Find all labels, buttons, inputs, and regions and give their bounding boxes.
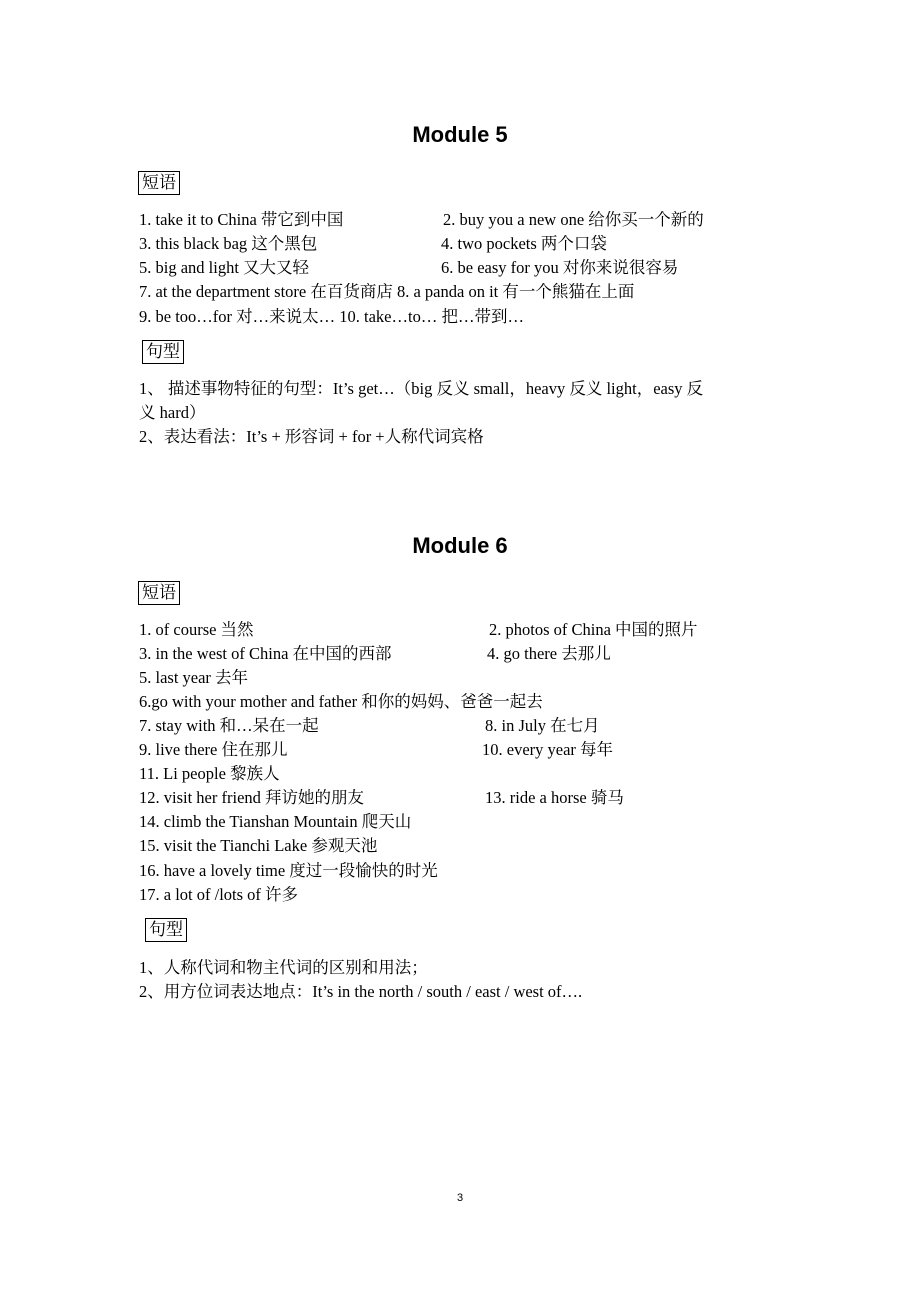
- module6-phrase-8: 8. in July 在七月: [485, 716, 600, 735]
- module6-phrase-4: 4. go there 去那儿: [487, 644, 611, 663]
- module6-phrase-15: 15. visit the Tianchi Lake 参观天池: [139, 836, 378, 855]
- module5-phrases-label: 短语: [138, 171, 180, 195]
- module6-sentences-label: 句型: [145, 918, 187, 942]
- module6-phrase-17: 17. a lot of /lots of 许多: [139, 885, 299, 904]
- module6-phrase-2: 2. photos of China 中国的照片: [489, 620, 698, 639]
- page-number: 3: [456, 1192, 464, 1204]
- module6-title: Module 6: [412, 533, 508, 558]
- module6-phrases-label: 短语: [138, 581, 180, 605]
- module5-sentence-1: 1、 描述事物特征的句型：It’s get…（big 反义 small，heavy 反义 light，easy 反: [139, 379, 704, 398]
- module5-title: Module 5: [412, 122, 508, 147]
- module6-phrase-9: 9. live there 住在那儿: [139, 740, 288, 759]
- module6-phrase-11: 11. Li people 黎族人: [139, 764, 280, 783]
- module6-phrase-10: 10. every year 每年: [482, 740, 614, 759]
- module6-sentence-2: 2、用方位词表达地点：It’s in the north / south / east / west of….: [139, 982, 583, 1001]
- module6-phrase-5: 5. last year 去年: [139, 668, 249, 687]
- module6-phrase-14: 14. climb the Tianshan Mountain 爬天山: [139, 812, 412, 831]
- module6-phrase-3: 3. in the west of China 在中国的西部: [139, 644, 392, 663]
- module6-phrase-6: 6.go with your mother and father 和你的妈妈、爸爸一起去: [139, 692, 543, 711]
- module6-sentence-1: 1、人称代词和物主代词的区别和用法；: [139, 958, 428, 977]
- module5-phrase-3: 3. this black bag 这个黑包: [139, 234, 318, 253]
- module5-phrase-9-10: 9. be too…for 对…来说太… 10. take…to… 把…带到…: [139, 307, 524, 326]
- module6-phrase-7: 7. stay with 和…呆在一起: [139, 716, 319, 735]
- module5-phrase-7-8: 7. at the department store 在百货商店 8. a panda on it 有一个熊猫在上面: [139, 282, 635, 301]
- module6-phrase-16: 16. have a lovely time 度过一段愉快的时光: [139, 861, 438, 880]
- module5-phrase-1: 1. take it to China 带它到中国: [139, 210, 344, 229]
- module5-sentence-2: 2、表达看法：It’s + 形容词 + for +人称代词宾格: [139, 427, 484, 446]
- module5-sentence-1-cont: 义 hard）: [139, 403, 206, 422]
- module6-phrase-12: 12. visit her friend 拜访她的朋友: [139, 788, 365, 807]
- module6-phrase-13: 13. ride a horse 骑马: [485, 788, 624, 807]
- module5-phrase-6: 6. be easy for you 对你来说很容易: [441, 258, 679, 277]
- module5-phrase-4: 4. two pockets 两个口袋: [441, 234, 607, 253]
- module5-phrase-5: 5. big and light 又大又轻: [139, 258, 310, 277]
- module6-phrase-1: 1. of course 当然: [139, 620, 254, 639]
- module5-phrase-2: 2. buy you a new one 给你买一个新的: [443, 210, 704, 229]
- module5-sentences-label: 句型: [142, 340, 184, 364]
